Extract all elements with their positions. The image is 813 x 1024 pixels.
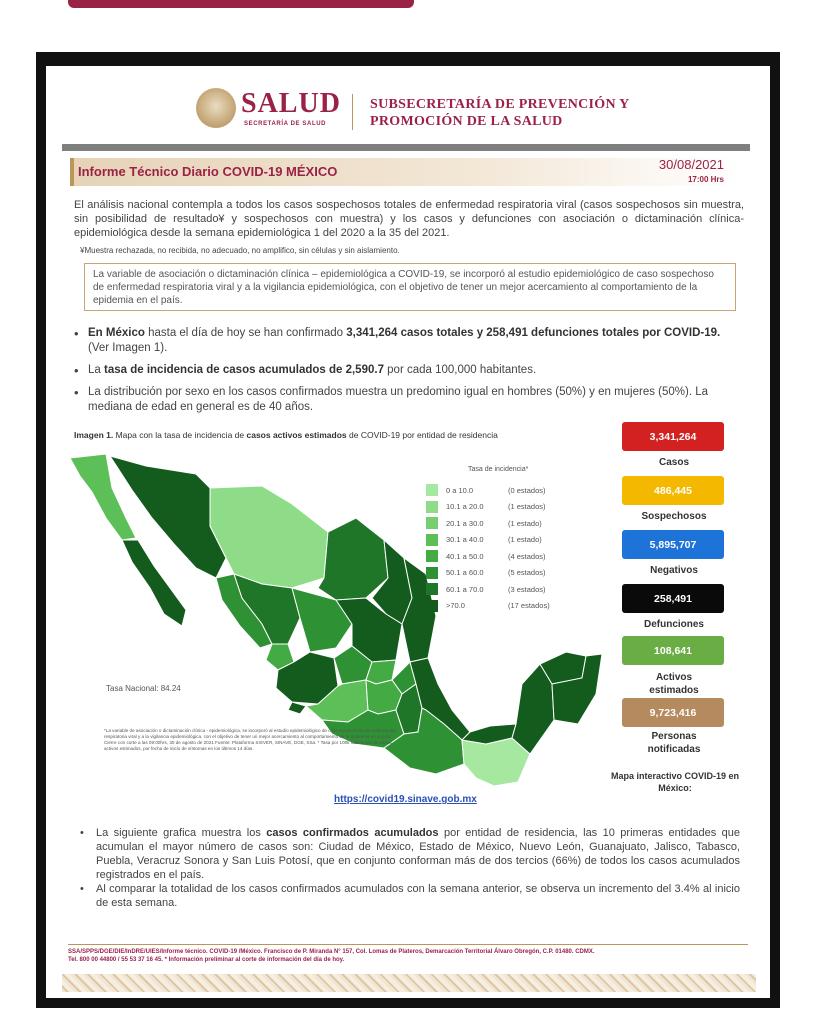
legend-row <box>426 565 550 582</box>
subsecretaria-line-2: PROMOCIÓN DE LA SALUD <box>370 114 563 129</box>
map-interactive-label: Mapa interactivo COVID-19 en México: <box>610 771 740 793</box>
stat-label: Sospechosos <box>641 511 707 522</box>
footer-address: SSA/SPPS/DGE/DIE/InDRE/UIES/Informe técnico. COVID-19 /México. Francisco de P. Miranda N° 157, Col. Lomas de Plateros, Demarcación Territorial Álvaro Obregón, C.P. 01480. CDMX. <box>68 949 595 955</box>
image-caption-label: Imagen 1. <box>74 430 114 440</box>
top-tab-bar <box>68 0 414 8</box>
bullet-weekly-change: • Al comparar la totalidad de los casos confirmados acumulados con la semana anterior, se observa un incremento del 3.4% al inicio de esta semana. <box>78 882 740 910</box>
footer-text <box>68 948 758 964</box>
legend-range: 50.1 a 60.0 <box>446 568 484 578</box>
bullet-confirmed-lead: En México <box>88 327 145 339</box>
stat-value: 3,341,264 <box>622 422 724 451</box>
legend-count: (1 estados) <box>508 502 546 512</box>
state-sonora <box>110 456 226 578</box>
report-title: Informe Técnico Diario COVID-19 MÉXICO <box>78 164 338 179</box>
bullet-top-states-emphasis: casos confirmados acumulados <box>266 827 439 839</box>
stat-label: Defunciones <box>643 619 704 630</box>
report-time: 17:00 Hrs <box>687 175 724 184</box>
image-caption-tail: de COVID-19 por entidad de residencia <box>346 430 498 440</box>
legend-row <box>426 499 550 516</box>
report-page <box>46 66 770 998</box>
bullet-incidence-text: por cada 100,000 habitantes. <box>383 364 537 376</box>
stat-label: Negativos <box>650 565 698 576</box>
bullet-confirmed <box>74 326 742 356</box>
bullet-confirmed-text: hasta el día de hoy se han confirmado <box>144 327 347 339</box>
footer-phone: Tel. 800 00 44800 / 55 53 37 16 45. * Información preliminar al corte de información del día de hoy. <box>68 957 345 963</box>
stat-value: 258,491 <box>622 584 724 613</box>
legend-count: (1 estado) <box>508 518 542 528</box>
bullet-incidence-lead: La <box>88 364 104 376</box>
stat-value: 9,723,416 <box>622 698 724 727</box>
subsecretaria-line-1: SUBSECRETARÍA DE PREVENCIÓN Y <box>370 97 630 112</box>
closing-bullets <box>78 826 740 910</box>
bullet-top-states-lead: La siguiente grafica muestra los <box>96 827 267 839</box>
coat-of-arms-icon <box>196 88 236 128</box>
summary-bullets <box>74 326 742 422</box>
sinave-link[interactable]: https://covid19.sinave.gob.mx <box>334 794 477 805</box>
legend-row <box>426 548 550 565</box>
legend-swatch <box>426 550 438 562</box>
bullet-top-states <box>78 826 740 882</box>
legend-title: Tasa de incidencia* <box>468 466 529 473</box>
legend-row <box>426 515 550 532</box>
legend-count: (3 estados) <box>508 584 546 594</box>
salud-logo: SALUD <box>241 88 341 119</box>
report-date: 30/08/2021 <box>658 157 724 172</box>
map-notes: *La variable de asociación o dictaminación clínica - epidemiológica, se incorporó al estudio epidemiológico de caso sospechoso de enfermedad respiratoria viral y a la vigilancia epidemiológica, con el objetivo de tener un mejor acercamiento al comportamiento de la epidemia en el país. Cierre con corte a las 09:00hrs, 30 de agosto de 2021 Fuente: Plataforma SISVER, SINAVE, DGE, SSa. * Tasa por 100k habitantes de casos activos estimados, por fecha de inicio de síntomas en los últimos 14 días. <box>104 728 396 751</box>
legend-range: 60.1 a 70.0 <box>446 584 484 594</box>
legend-range: 40.1 a 50.0 <box>446 551 484 561</box>
bullet-incidence-figure: tasa de incidencia de casos acumulados de 2,590.7 <box>104 364 384 376</box>
legend-range: 30.1 a 40.0 <box>446 535 484 545</box>
image-caption <box>74 430 498 440</box>
intro-footnote: ¥Muestra rechazada, no recibida, no adecuado, no amplifico, sin células y sin aislamiento. <box>80 246 400 255</box>
bullet-sex-distribution: • La distribución por sexo en los casos confirmados muestra un predomino igual en hombres (50%) y en mujeres (50%). La mediana de edad en general es de 40 años. <box>74 385 742 415</box>
legend-row <box>426 581 550 598</box>
image-caption-text: Mapa con la tasa de incidencia de <box>113 430 247 440</box>
bullet-incidence <box>74 363 742 378</box>
legend-count: (0 estados) <box>508 485 546 495</box>
legend-row <box>426 482 550 499</box>
legend-range: 0 a 10.0 <box>446 485 474 495</box>
stat-label: Activos estimados <box>649 672 699 696</box>
legend-swatch <box>426 484 438 496</box>
logo-divider <box>352 94 353 130</box>
state-chihuahua <box>210 486 328 588</box>
legend-count: (1 estado) <box>508 535 542 545</box>
tasa-nacional: Tasa Nacional: 84.24 <box>106 684 181 693</box>
intro-paragraph: El análisis nacional contempla a todos los casos sospechosos totales de enfermedad respiratoria viral (casos sospechosos sin muestra, sin posibilidad de resultado¥ y sospechosos con muestra) y los casos y defunciones con asociación o dictaminación clínica-epidemiológica desde la semana epidemiológica 1 del 2020 a la 35 del 2021. <box>74 199 744 239</box>
state-coahuila <box>318 518 388 600</box>
legend-count: (17 estados) <box>508 601 550 611</box>
salud-logo-subtitle: SECRETARÍA DE SALUD <box>244 121 327 127</box>
legend-range: 20.1 a 30.0 <box>446 518 484 528</box>
legend-swatch <box>426 517 438 529</box>
bullet-top-states-text: por entidad de residencia, las 10 primeras entidades que acumulan el mayor número de casos son: Ciudad de México, Estado de México, Nuevo León, Guanajuato, Jalisco, Tabasco, Puebla, Veracruz Sonora y San Luis Potosí, que en conjunto conforman más de dos tercios (66%) de todos los casos acumulados registrados en el país. <box>96 827 740 881</box>
stat-value: 5,895,707 <box>622 530 724 559</box>
footer-decorative-pattern <box>62 974 756 992</box>
stat-value: 486,445 <box>622 476 724 505</box>
legend-range: 10.1 a 20.0 <box>446 502 484 512</box>
stat-label: Casos <box>658 457 689 468</box>
bullet-confirmed-figures: 3,341,264 casos totales y 258,491 defunciones totales por COVID-19. <box>346 327 721 339</box>
incidence-legend <box>426 482 550 614</box>
image-caption-emphasis: casos activos estimados <box>246 430 347 440</box>
stat-label: Personas notificadas <box>647 731 701 755</box>
state-baja-california-sur <box>122 540 186 626</box>
stat-value: 108,641 <box>622 636 724 665</box>
footer-divider <box>68 944 748 945</box>
legend-row <box>426 598 550 615</box>
legend-swatch <box>426 583 438 595</box>
legend-count: (4 estados) <box>508 551 546 561</box>
subsecretaria-title <box>370 96 630 130</box>
legend-swatch <box>426 567 438 579</box>
legend-swatch <box>426 534 438 546</box>
legend-row <box>426 532 550 549</box>
legend-range: >70.0 <box>446 601 465 611</box>
clinical-variable-note: La variable de asociación o dictaminación clínica – epidemiológica a COVID-19, se incorporó al estudio epidemiológico de caso sospechoso de enfermedad respiratoria viral y a la vigilancia epidemiológica, con el objetivo de tener un mejor acercamiento al comportamiento de la epidemia en el país. <box>84 263 736 311</box>
header-divider <box>62 144 750 151</box>
legend-swatch <box>426 600 438 612</box>
legend-count: (5 estados) <box>508 568 546 578</box>
legend-swatch <box>426 501 438 513</box>
bullet-confirmed-ref: (Ver Imagen 1). <box>88 342 168 354</box>
state-colima <box>288 702 306 714</box>
